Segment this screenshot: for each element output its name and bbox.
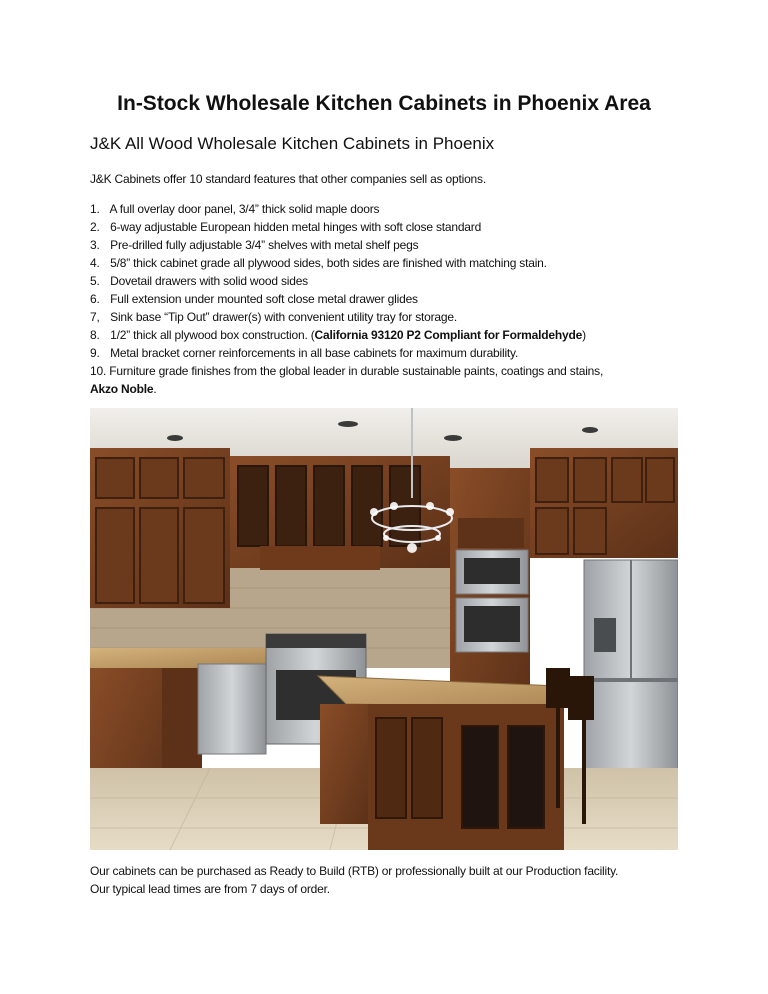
list-item: 2. 6-way adjustable European hidden metal hinges with soft close standard bbox=[90, 220, 482, 234]
list-item: 7, Sink base “Tip Out” drawer(s) with convenient utility tray for storage. bbox=[90, 310, 457, 324]
kitchen-photo bbox=[90, 408, 678, 850]
feature-list bbox=[90, 200, 690, 398]
list-item: 3. Pre-drilled fully adjustable 3/4” shelves with metal shelf pegs bbox=[90, 238, 419, 252]
list-item: 10. Furniture grade finishes from the global leader in durable sustainable paints, coatings and stains, Akzo Noble. bbox=[90, 364, 604, 396]
intro-paragraph: J&K Cabinets offer 10 standard features that other companies sell as options. bbox=[90, 172, 486, 186]
page-title: In-Stock Wholesale Kitchen Cabinets in Phoenix Area bbox=[117, 92, 651, 115]
list-item: 6. Full extension under mounted soft close metal drawer glides bbox=[90, 292, 418, 306]
list-item: 1. A full overlay door panel, 3/4” thick solid maple doors bbox=[90, 202, 380, 216]
footer-paragraph bbox=[90, 862, 690, 898]
list-item: 4. 5/8” thick cabinet grade all plywood sides, both sides are finished with matching stain. bbox=[90, 256, 547, 270]
list-item: 5. Dovetail drawers with solid wood sides bbox=[90, 274, 308, 288]
brand-name: Akzo Noble bbox=[90, 382, 154, 396]
list-item: 9. Metal bracket corner reinforcements in all base cabinets for maximum durability. bbox=[90, 346, 519, 360]
page-subtitle: J&K All Wood Wholesale Kitchen Cabinets in Phoenix bbox=[90, 134, 495, 153]
list-item: 8. 1/2” thick all plywood box construction. (California 93120 P2 Compliant for Formaldehyde) bbox=[90, 328, 586, 342]
compliance-note: California 93120 P2 Compliant for Formaldehyde bbox=[314, 328, 583, 342]
footer-line-2: Our typical lead times are from 7 days of order. bbox=[90, 882, 330, 896]
footer-line-1: Our cabinets can be purchased as Ready to Build (RTB) or professionally built at our Production facility. bbox=[90, 864, 619, 878]
